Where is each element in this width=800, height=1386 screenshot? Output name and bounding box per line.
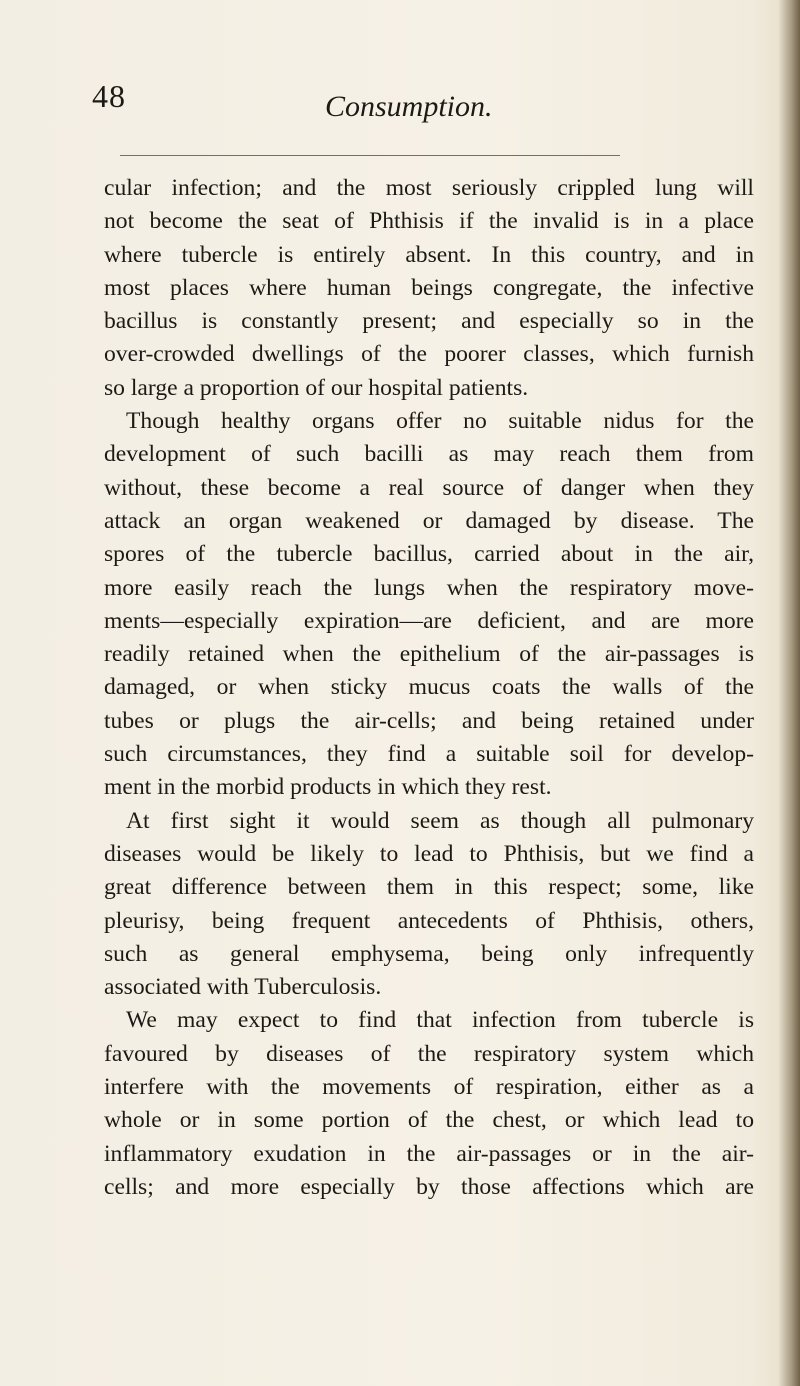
text-line: such circumstances, they find a suitable soil for develop- — [104, 741, 754, 768]
text-line: whole or in some portion of the chest, or which lead to — [104, 1107, 754, 1134]
text-line: great difference between them in this respect; some, like — [104, 874, 754, 901]
body-text — [104, 172, 754, 1204]
header-rule — [120, 155, 620, 156]
text-line: We may expect to find that infection from tubercle is — [126, 1007, 754, 1034]
text-line: cular infection; and the most seriously crippled lung will — [104, 175, 754, 201]
text-line: At first sight it would seem as though all pulmonary — [126, 807, 754, 834]
text-line: most places where human beings congregate, the infective — [104, 274, 754, 301]
text-line: pleurisy, being frequent antecedents of Phthisis, others, — [104, 907, 754, 934]
text-line: interfere with the movements of respiration, either as a — [104, 1074, 754, 1101]
text-line: attack an organ weakened or damaged by disease. The — [104, 507, 754, 534]
running-title: Consumption. — [325, 90, 493, 123]
text-line: not become the seat of Phthisis if the invalid is in a place — [104, 208, 754, 235]
text-line: over-crowded dwellings of the poorer classes, which furnish — [104, 341, 754, 368]
text-line: inflammatory exudation in the air-passages or in the air- — [104, 1140, 754, 1167]
text-line: more easily reach the lungs when the respiratory move- — [104, 574, 754, 601]
text-line: associated with Tuberculosis. — [104, 974, 382, 1001]
text-line: cells; and more especially by those affections which are — [104, 1173, 754, 1200]
text-line: ments—especially expiration—are deficient, and are more — [104, 607, 754, 634]
text-line: without, these become a real source of danger when they — [104, 474, 754, 501]
text-line: spores of the tubercle bacillus, carried about in the air, — [104, 541, 754, 568]
text-line: ment in the morbid products in which they rest. — [104, 774, 552, 801]
text-line: development of such bacilli as may reach them from — [104, 441, 754, 468]
text-line: favoured by diseases of the respiratory system which — [104, 1040, 754, 1067]
text-line: diseases would be likely to lead to Phthisis, but we find a — [104, 840, 754, 867]
page-header — [0, 78, 800, 138]
text-line: Though healthy organs offer no suitable nidus for the — [126, 408, 754, 435]
text-line: tubes or plugs the air-cells; and being retained under — [104, 707, 754, 734]
text-line: such as general emphysema, being only infrequently — [104, 940, 754, 967]
text-line: bacillus is constantly present; and especially so in the — [104, 308, 754, 335]
text-line: readily retained when the epithelium of the air-passages is — [104, 641, 754, 668]
text-line: so large a proportion of our hospital patients. — [104, 374, 529, 401]
page-edge-shadow — [778, 0, 800, 1386]
text-line: where tubercle is entirely absent. In this country, and in — [104, 241, 754, 268]
page-number: 48 — [92, 78, 126, 114]
text-line: damaged, or when sticky mucus coats the walls of the — [104, 674, 754, 701]
